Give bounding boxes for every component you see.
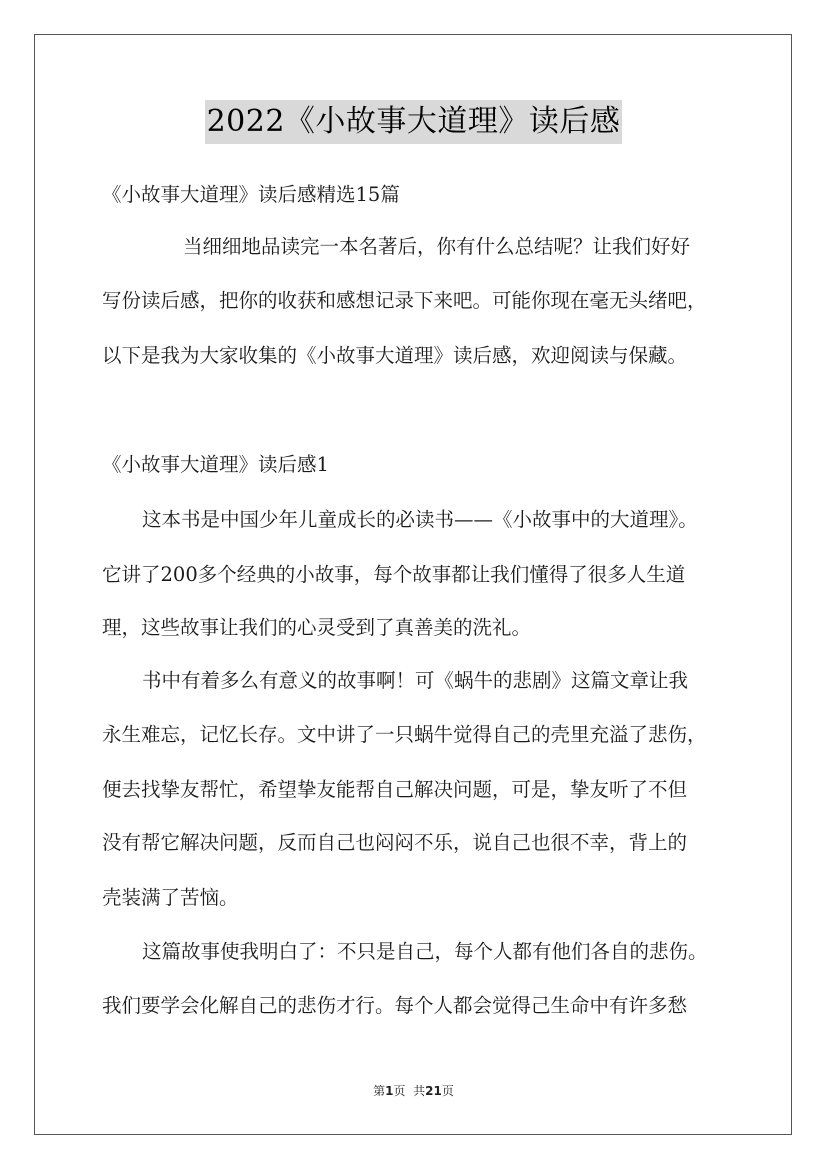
paragraph-line: 壳装满了苦恼。: [102, 886, 239, 909]
page-mid: 页 共: [393, 1084, 426, 1098]
page-current: 1: [385, 1084, 394, 1098]
document-title: 2022《小故事大道理》读后感: [205, 100, 623, 144]
page-suffix: 页: [441, 1084, 454, 1098]
paragraph-line: 理，这些故事让我们的心灵受到了真善美的洗礼。: [102, 616, 532, 639]
intro-line: 当细细地品读完一本名著后，你有什么总结呢？让我们好好: [183, 235, 691, 258]
page-prefix: 第: [373, 1084, 386, 1098]
paragraph-line: 便去找挚友帮忙，希望挚友能帮自己解决问题，可是，挚友听了不但: [102, 778, 688, 801]
intro-line: 以下是我为大家收集的《小故事大道理》读后感，欢迎阅读与保藏。: [102, 344, 688, 367]
title-wrap: [0, 100, 827, 144]
paragraph-line: 书中有着多么有意义的故事啊！可《蜗牛的悲剧》这篇文章让我: [142, 669, 689, 692]
intro-line: 写份读后感，把你的收获和感想记录下来吧。可能你现在毫无头绪吧，: [102, 289, 707, 312]
document-subtitle: 《小故事大道理》读后感精选15篇: [102, 183, 400, 206]
paragraph-line: 这本书是中国少年儿童成长的必读书——《小故事中的大道理》。: [142, 508, 698, 531]
paragraph-line: 它讲了200多个经典的小故事，每个故事都让我们懂得了很多人生道: [102, 563, 686, 586]
paragraph-line: 没有帮它解决问题，反而自己也闷闷不乐，说自己也很不幸，背上的: [102, 831, 688, 854]
page-total: 21: [425, 1084, 442, 1098]
section-heading: 《小故事大道理》读后感1: [102, 453, 329, 476]
paragraph-line: 永生难忘，记忆长存。文中讲了一只蜗牛觉得自己的壳里充溢了悲伤，: [102, 723, 707, 746]
paragraph-line: 我们要学会化解自己的悲伤才行。每个人都会觉得己生命中有许多愁: [102, 994, 688, 1017]
paragraph-line: 这篇故事使我明白了：不只是自己，每个人都有他们各自的悲伤。: [142, 940, 708, 963]
page-footer: [0, 1082, 827, 1099]
